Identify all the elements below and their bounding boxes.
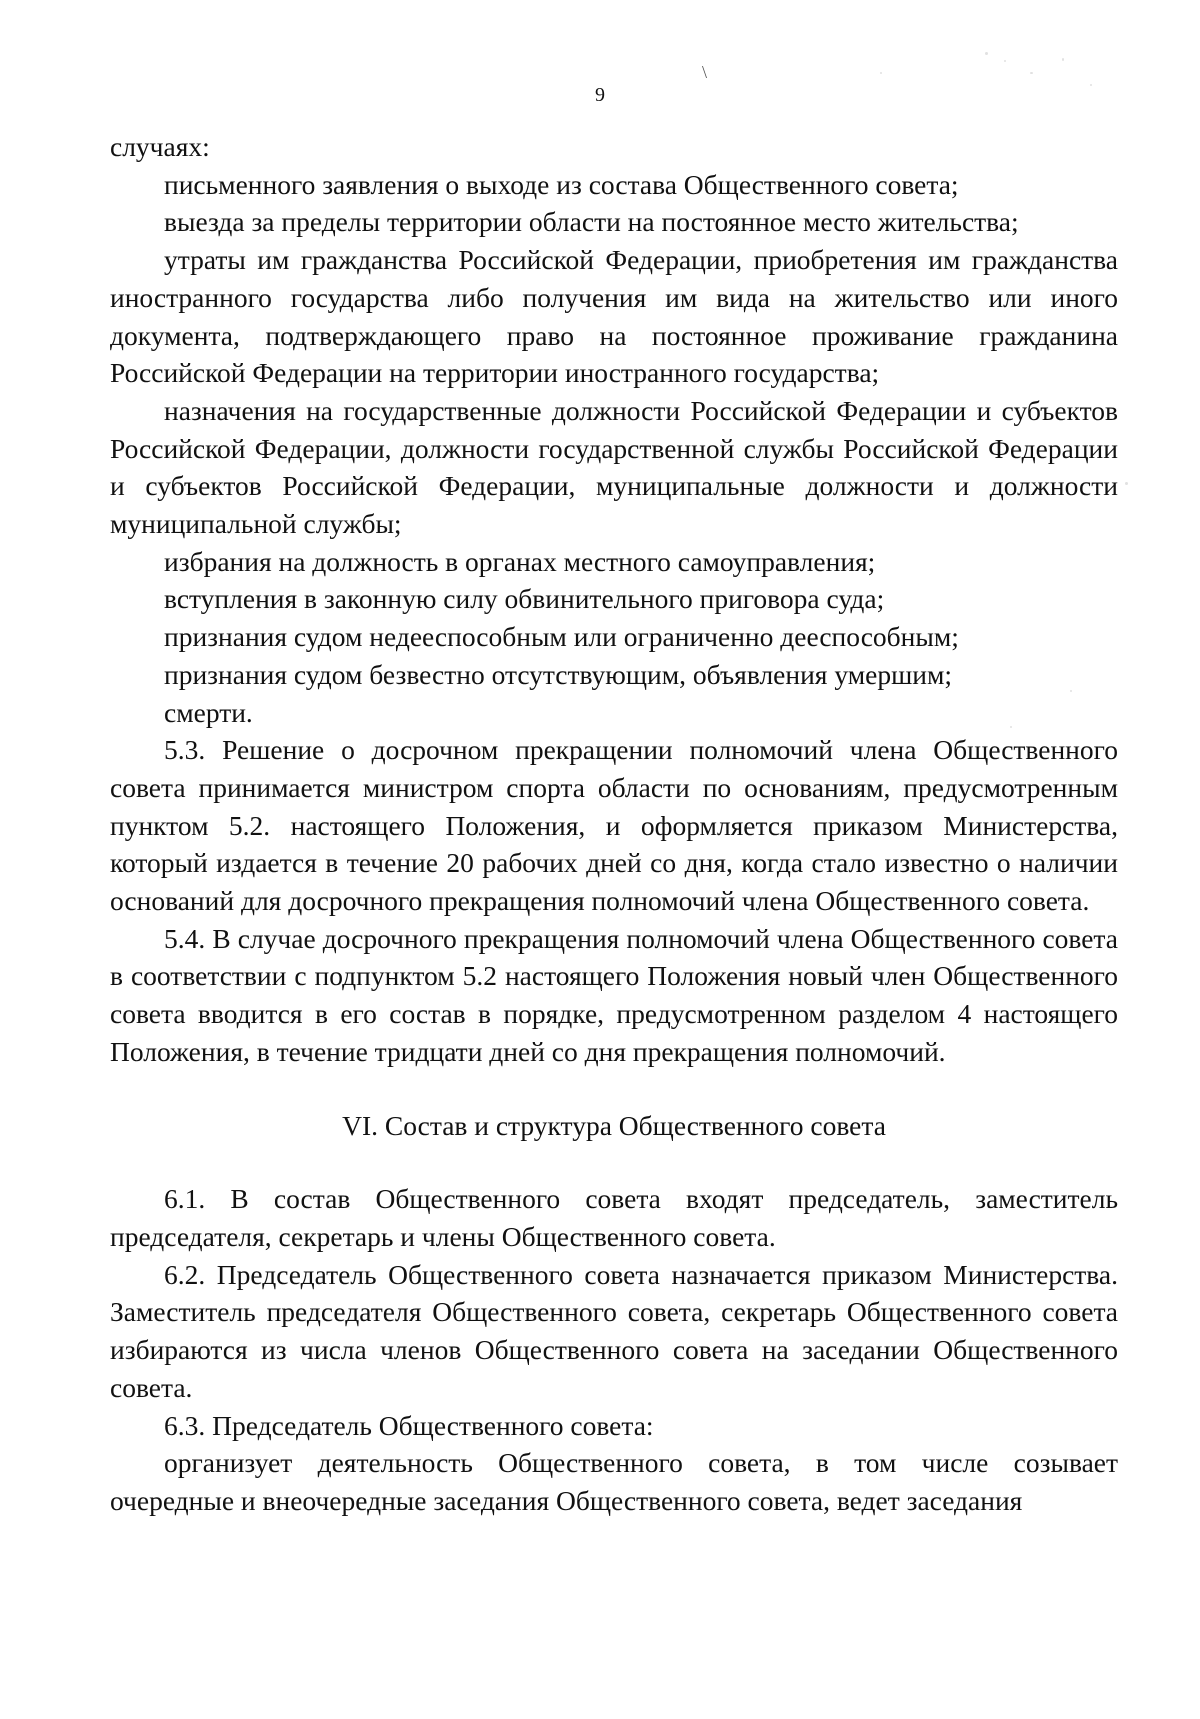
scan-noise: [1030, 72, 1033, 74]
list-item: письменного заявления о выходе из состава Общественного совета;: [164, 168, 959, 200]
list-item: выезда за пределы территории области на постоянное место жительства;: [164, 206, 1019, 238]
scan-noise: [1125, 482, 1128, 485]
paragraph-5-3: 5.3. Решение о досрочном прекращении полномочий члена Общественного совета принимается министром спорта области по основаниям, предусмотренным пунктом 5.2. настоящего Положения, и оформляется приказом Министерства, который издается в течение 20 рабочих дней со дня, когда стало известно о наличии оснований для досрочного прекращения полномочий члена Общественного совета.: [110, 734, 1118, 917]
paragraph-6-3-item: организует деятельность Общественного совета, в том числе созывает очередные и внеочередные заседания Общественного совета, ведет заседания: [110, 1447, 1118, 1516]
paragraph-6-2: 6.2. Председатель Общественного совета назначается приказом Министерства. Заместитель председателя Общественного совета, секретарь Общественного совета избираются из числа членов Общественного совета на заседании Общественного совета.: [110, 1258, 1118, 1403]
list-item: назначения на государственные должности Российской Федерации и субъектов Российской Федерации, должности государственной службы Российской Федерации и субъектов Российской Федерации, муниципальные должности и должности муниципальной службы;: [110, 394, 1118, 540]
list-item: признания судом недееспособным или ограниченно дееспособным;: [164, 621, 959, 653]
scan-noise: [880, 72, 882, 74]
page-number: 9: [595, 84, 605, 106]
scan-noise: [1062, 58, 1064, 61]
list-item: признания судом безвестно отсутствующим, объявления умершим;: [164, 658, 953, 690]
scan-mark: \: [702, 62, 708, 82]
list-item: смерти.: [164, 696, 253, 728]
scan-noise: [1004, 60, 1006, 62]
list-item: избрания на должность в органах местного самоуправления;: [164, 545, 876, 577]
scan-noise: [1090, 84, 1092, 86]
scan-noise: [985, 52, 988, 55]
document-body: [110, 128, 1118, 1520]
paragraph-6-3: 6.3. Председатель Общественного совета:: [164, 1409, 654, 1441]
continuation-text: случаях:: [110, 131, 210, 162]
list-item: вступления в законную силу обвинительного приговора суда;: [164, 583, 885, 615]
paragraph-5-4: 5.4. В случае досрочного прекращения полномочий члена Общественного совета в соответствии с подпунктом 5.2 настоящего Положения новый член Общественного совета вводится в его состав в порядке, предусмотренном разделом 4 настоящего Положения, в течение тридцати дней со дня прекращения полномочий.: [110, 922, 1118, 1067]
list-item: утраты им гражданства Российской Федерации, приобретения им гражданства иностранного государства либо получения им вида на жительство или иного документа, подтверждающего право на постоянное проживание гражданина Российской Федерации на территории иностранного государства;: [110, 244, 1118, 389]
section-heading: VI. Состав и структура Общественного совета: [342, 1109, 886, 1141]
paragraph-6-1: 6.1. В состав Общественного совета входят председатель, заместитель председателя, секретарь и члены Общественного совета.: [110, 1183, 1118, 1252]
